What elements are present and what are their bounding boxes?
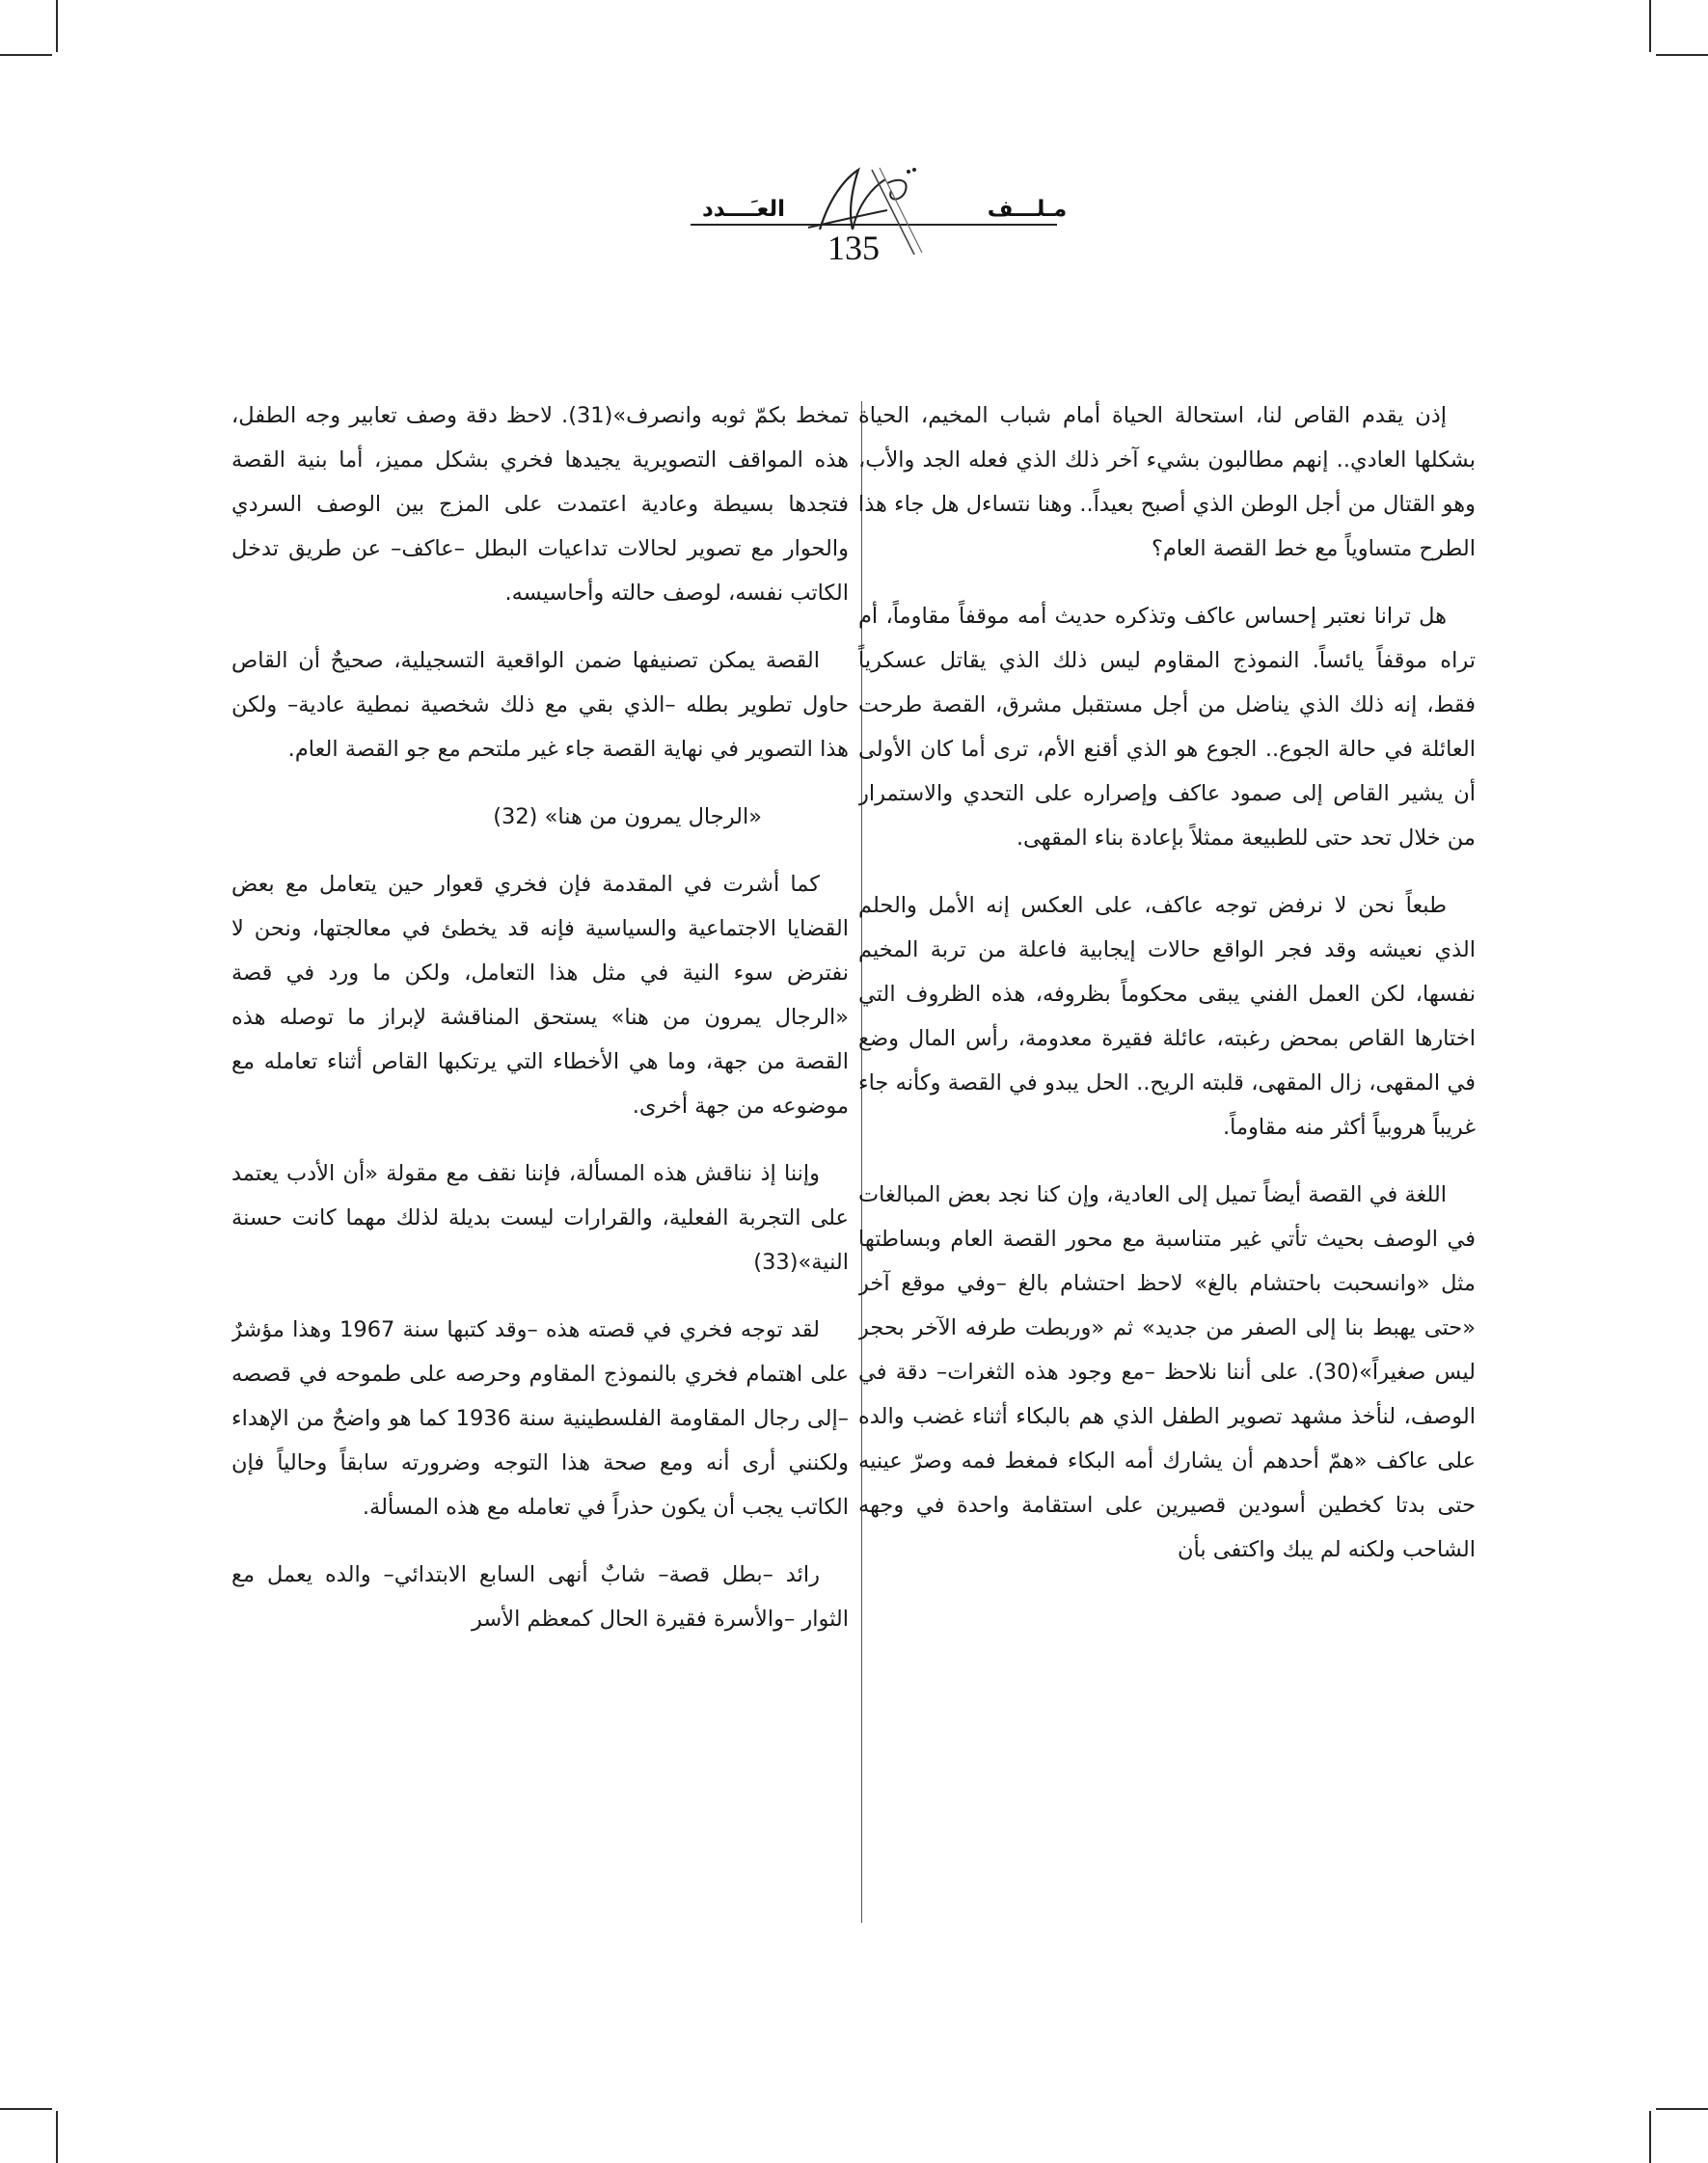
crop-mark-top-right-h (1656, 54, 1708, 56)
paragraph: طبعاً نحن لا نرفض توجه عاكف، على العكس إنه الأمل والحلم الذي نعيشه وقد فجر الواقع حالات إيجابية فاعلة من تربة المخيم نفسها، لكن العمل الفني يبقى محكوماً بظروفه، هذه الظروف التي اختارها القاص بمحض رغبته، عائلة فقيرة معدومة، رأس المال وضع في المقهى، زال المقهى، قلبته الريح.. الحل يبدو في القصة وكأنه جاء غريباً هروبياً أكثر منه مقاوماً. (858, 893, 1476, 1140)
paragraph: وإننا إذ نناقش هذه المسألة، فإننا نقف مع مقولة «أن الأدب يعتمد على التجربة الفعلية، والقرارات ليست بديلة لذلك مهما كانت حسنة النية»(33) (231, 1161, 849, 1275)
paragraph: لقد توجه فخري في قصته هذه –وقد كتبها سنة 1967 وهذا مؤشرٌ على اهتمام فخري بالنموذج المقاوم وحرصه على طموحه في قصصه –إلى رجال المقاومة الفلسطينية سنة 1936 كما هو واضحٌ من الإهداء ولكنني أرى أنه ومع صحة هذا التوجه وضرورته سابقاً وحالياً فإن الكاتب يجب أن يكون حذراً في تعامله مع هذه المسألة. (231, 1317, 849, 1520)
page-number: 135 (827, 229, 880, 267)
text-column-left (231, 393, 849, 1917)
text-column-right (858, 393, 1476, 1917)
paragraph: رائد –بطل قصة– شابٌ أنهى السابع الابتدائي– والده يعمل مع الثوار –والأسرة فقيرة الحال كمعظم الأسر (231, 1562, 849, 1632)
header-section-label: مـلـــف (987, 197, 1068, 222)
paragraph: هل ترانا نعتبر إحساس عاكف وتذكره حديث أمه موقفاً مقاوماً، أم تراه موقفاً يائساً. النموذج المقاوم ليس ذلك الذي يقاتل عسكرياً فقط، إنه ذلك الذي يناضل من أجل مستقبل مشرق، القصة طرحت العائلة في حالة الجوع.. الجوع هو الذي أقنع الأم، ترى أما كان الأولى أن يشير القاص إلى صمود عاكف وإصراره على التحدي والاستمرار من خلال تحد حتى للطبيعة ممثلاً بإعادة بناء المقهى. (858, 604, 1476, 851)
crop-mark-bottom-left-h (0, 2108, 52, 2110)
paragraph: تمخط بكمّ ثوبه وانصرف»(31). لاحظ دقة وصف تعابير وجه الطفل، هذه المواقف التصويرية يجيدها فخري بشكل مميز، أما بنية القصة فتجدها بسيطة وعادية اعتمدت على المزج بين الوصف السردي والحوار مع تصوير لحالات تداعيات البطل –عاكف– عن طريق تدخل الكاتب نفسه، لوصف حالته وأحاسيسه. (231, 403, 849, 606)
crop-mark-top-right (1649, 0, 1651, 52)
crop-mark-top-left-h (0, 54, 52, 56)
paragraph: القصة يمكن تصنيفها ضمن الواقعية التسجيلية، صحيحٌ أن القاص حاول تطوير بطله –الذي بقي مع ذلك شخصية نمطية عادية– ولكن هذا التصوير في نهاية القصة جاء غير ملتحم مع جو القصة العام. (231, 648, 849, 762)
running-header (0, 181, 1708, 287)
paragraph: كما أشرت في المقدمة فإن فخري قعوار حين يتعامل مع بعض القضايا الاجتماعية والسياسية فإنه قد يخطئ في معالجتها، ونحن لا نفترض سوء النية في مثل هذا التعامل، ولكن ما ورد في قصة «الرجال يمرون من هنا» يستحق المناقشة لإبراز ما توصله هذه القصة من جهة، وما هي الأخطاء التي يرتكبها القاص أثناء تعامله مع موضوعه من جهة أخرى. (231, 872, 849, 1119)
crop-mark-bottom-right-h (1656, 2108, 1708, 2110)
header-issue-label: العـَـــدد (701, 197, 786, 222)
crop-mark-bottom-right (1649, 2111, 1651, 2163)
crop-mark-bottom-left (56, 2111, 58, 2163)
paragraph: اللغة في القصة أيضاً تميل إلى العادية، وإن كنا نجد بعض المبالغات في الوصف بحيث تأتي غير متناسبة مع محور القصة العام وبساطتها مثل «وانسحبت باحتشام بالغ» لاحظ احتشام بالغ –وفي موقع آخر «حتى يهبط بنا إلى الصفر من جديد» ثم «وربطت طرفه الآخر بحجر ليس صغيراً»(30). على أننا نلاحظ –مع وجود هذه الثغرات– دقة في الوصف، لنأخذ مشهد تصوير الطفل الذي هم بالبكاء أثناء غضب والده على عاكف «همّ أحدهم أن يشارك أمه البكاء فمغط فمه وصرّ عينيه حتى بدتا كخطين أسودين قصيرين على استقامة واحدة في وجهه الشاحب ولكنه لم يبك واكتفى بأن (858, 1182, 1476, 1562)
story-title-quote: «الرجال يمرون من هنا» (32) (493, 804, 762, 829)
paragraph: إذن يقدم القاص لنا، استحالة الحياة أمام شباب المخيم، الحياة بشكلها العادي.. إنهم مطالبون بشيء آخر ذلك الذي فعله الجد والأب، وهو القتال من أجل الوطن الذي أصبح بعيداً.. وهنا نتساءل هل جاء هذا الطرح متساوياً مع خط القصة العام؟ (858, 403, 1476, 561)
crop-mark-top-left (56, 0, 58, 52)
